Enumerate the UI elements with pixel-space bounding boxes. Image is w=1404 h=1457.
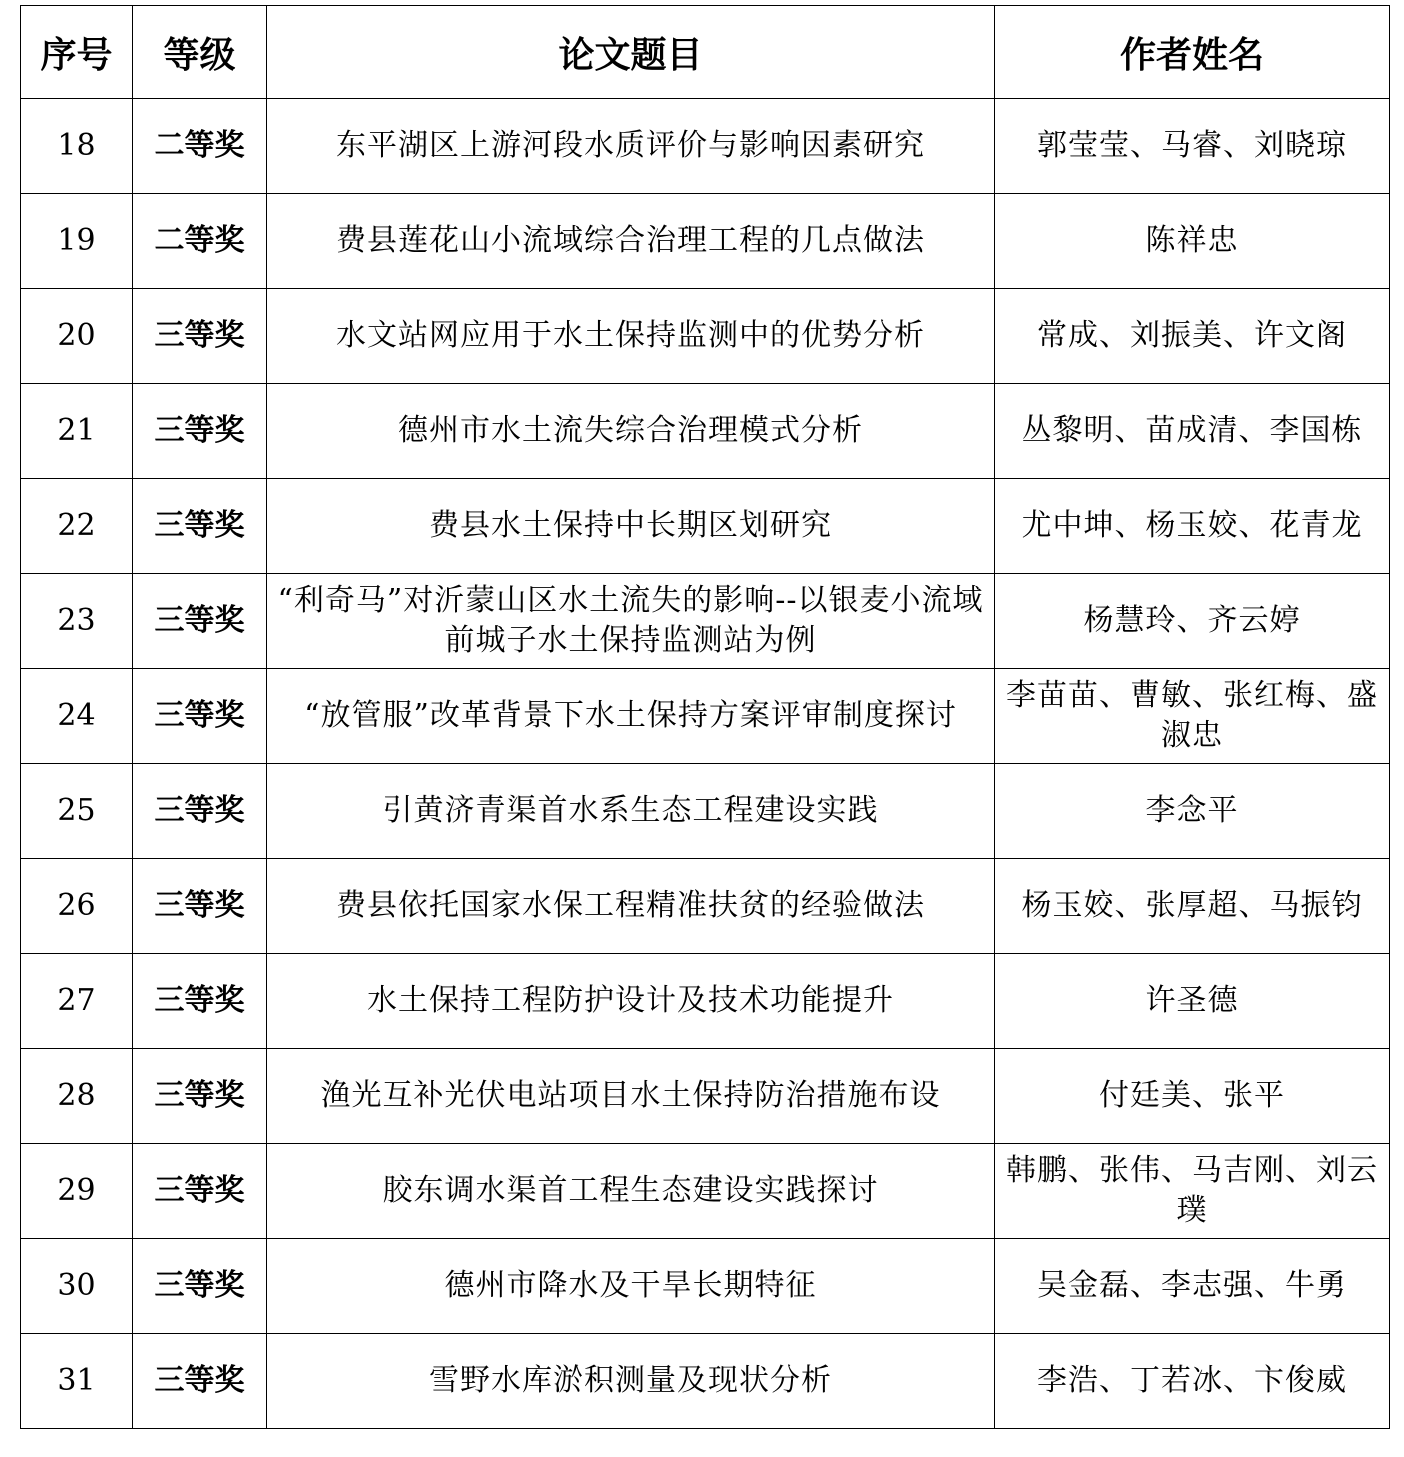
table-row [21, 954, 1390, 1049]
table-row [21, 384, 1390, 479]
table-row [21, 669, 1390, 764]
row-index: 24 [21, 669, 133, 764]
row-authors: 李苗苗、曹敏、张红梅、盛淑忠 [995, 669, 1390, 764]
row-authors: 尤中坤、杨玉姣、花青龙 [995, 479, 1390, 574]
row-title: 东平湖区上游河段水质评价与影响因素研究 [267, 99, 995, 194]
table-row [21, 859, 1390, 954]
row-title: 德州市降水及干旱长期特征 [267, 1239, 995, 1334]
row-title: 水土保持工程防护设计及技术功能提升 [267, 954, 995, 1049]
row-grade: 二等奖 [133, 99, 267, 194]
header-grade: 等级 [133, 6, 267, 99]
table-row [21, 99, 1390, 194]
row-authors: 杨慧玲、齐云婷 [995, 574, 1390, 669]
table-row [21, 289, 1390, 384]
row-index: 29 [21, 1144, 133, 1239]
row-grade: 三等奖 [133, 1239, 267, 1334]
row-authors: 吴金磊、李志强、牛勇 [995, 1239, 1390, 1334]
header-title: 论文题目 [267, 6, 995, 99]
row-authors: 韩鹏、张伟、马吉刚、刘云璞 [995, 1144, 1390, 1239]
row-index: 19 [21, 194, 133, 289]
row-index: 25 [21, 764, 133, 859]
table-row [21, 1144, 1390, 1239]
row-authors: 付廷美、张平 [995, 1049, 1390, 1144]
row-grade: 三等奖 [133, 1049, 267, 1144]
header-index: 序号 [21, 6, 133, 99]
table-body [21, 99, 1390, 1429]
table-row [21, 574, 1390, 669]
award-table [20, 5, 1390, 1429]
row-grade: 三等奖 [133, 574, 267, 669]
row-authors: 杨玉姣、张厚超、马振钧 [995, 859, 1390, 954]
row-grade: 三等奖 [133, 954, 267, 1049]
table-row [21, 1049, 1390, 1144]
table-row [21, 1239, 1390, 1334]
row-title: “放管服”改革背景下水土保持方案评审制度探讨 [267, 669, 995, 764]
row-index: 31 [21, 1334, 133, 1429]
row-index: 30 [21, 1239, 133, 1334]
row-authors: 陈祥忠 [995, 194, 1390, 289]
row-grade: 三等奖 [133, 289, 267, 384]
row-title: 费县依托国家水保工程精准扶贫的经验做法 [267, 859, 995, 954]
table-row [21, 764, 1390, 859]
header-authors: 作者姓名 [995, 6, 1390, 99]
row-title: “利奇马”对沂蒙山区水土流失的影响--以银麦小流域前城子水土保持监测站为例 [267, 574, 995, 669]
row-title: 雪野水库淤积测量及现状分析 [267, 1334, 995, 1429]
row-authors: 李浩、丁若冰、卞俊威 [995, 1334, 1390, 1429]
row-authors: 许圣德 [995, 954, 1390, 1049]
row-title: 费县水土保持中长期区划研究 [267, 479, 995, 574]
row-authors: 李念平 [995, 764, 1390, 859]
row-title: 胶东调水渠首工程生态建设实践探讨 [267, 1144, 995, 1239]
table-row [21, 194, 1390, 289]
row-authors: 常成、刘振美、许文阁 [995, 289, 1390, 384]
row-title: 引黄济青渠首水系生态工程建设实践 [267, 764, 995, 859]
table-row [21, 1334, 1390, 1429]
row-index: 23 [21, 574, 133, 669]
row-authors: 丛黎明、苗成清、李国栋 [995, 384, 1390, 479]
row-title: 德州市水土流失综合治理模式分析 [267, 384, 995, 479]
row-index: 18 [21, 99, 133, 194]
row-grade: 三等奖 [133, 1144, 267, 1239]
row-index: 21 [21, 384, 133, 479]
row-index: 28 [21, 1049, 133, 1144]
row-index: 22 [21, 479, 133, 574]
row-grade: 三等奖 [133, 764, 267, 859]
row-title: 水文站网应用于水土保持监测中的优势分析 [267, 289, 995, 384]
row-index: 27 [21, 954, 133, 1049]
row-title: 费县莲花山小流域综合治理工程的几点做法 [267, 194, 995, 289]
row-grade: 三等奖 [133, 1334, 267, 1429]
row-grade: 二等奖 [133, 194, 267, 289]
row-grade: 三等奖 [133, 859, 267, 954]
table-row [21, 479, 1390, 574]
row-authors: 郭莹莹、马睿、刘晓琼 [995, 99, 1390, 194]
row-index: 20 [21, 289, 133, 384]
row-grade: 三等奖 [133, 384, 267, 479]
row-grade: 三等奖 [133, 479, 267, 574]
row-grade: 三等奖 [133, 669, 267, 764]
header-row [21, 6, 1390, 99]
row-title: 渔光互补光伏电站项目水土保持防治措施布设 [267, 1049, 995, 1144]
row-index: 26 [21, 859, 133, 954]
